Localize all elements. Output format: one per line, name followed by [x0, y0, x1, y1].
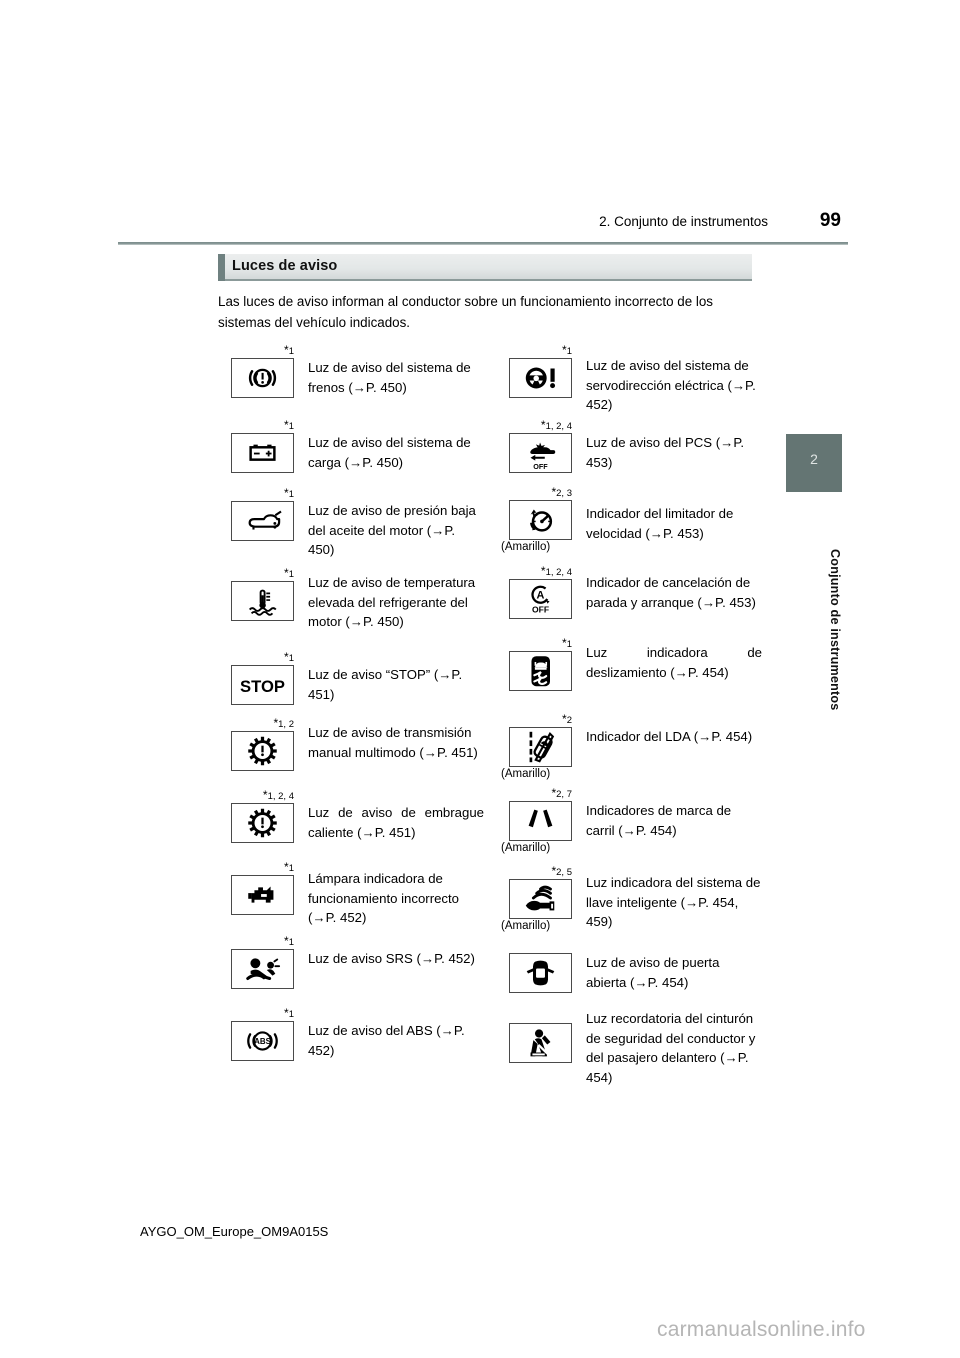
warning-light-symbol-cell: [501, 712, 572, 780]
footnote-marker: *2, 7: [551, 786, 572, 800]
footnote-marker: *1, 2, 4: [262, 788, 294, 802]
speed-limiter-indicator-icon: [509, 500, 572, 540]
svg-text:STOP: STOP: [240, 677, 285, 697]
pcs-warning-icon: [509, 433, 572, 473]
symbol-color-note: (Amarillo): [501, 541, 551, 553]
footnote-marker: *1: [284, 486, 294, 500]
svg-text:A: A: [536, 589, 545, 602]
warning-light-symbol-cell: [231, 716, 294, 771]
footnote-marker: *1: [562, 636, 572, 650]
engine-coolant-temperature-warning-icon: [231, 581, 294, 621]
stop-warning-icon: [231, 665, 294, 705]
footnote-marker: *1: [284, 566, 294, 580]
footnote-marker: *1: [284, 418, 294, 432]
warning-light-symbol-cell: [501, 864, 572, 932]
warning-light-description: Luz de aviso de puerta abierta (→P. 454): [586, 955, 720, 990]
lane-marker-indicator-icon: [509, 801, 572, 841]
warning-light-symbol-cell: [231, 788, 294, 843]
site-watermark: carmanualsonline.info: [657, 1318, 866, 1341]
header-divider: [118, 242, 848, 245]
chapter-tab-label: Conjunto de instrumentos: [828, 549, 842, 711]
section-title-bar: [218, 254, 752, 281]
warning-light-symbol-cell: [509, 343, 572, 398]
chapter-tab-number: 2: [810, 451, 818, 467]
warning-light-symbol-cell: [231, 1006, 294, 1061]
stop-and-start-cancel-indicator-icon: [509, 579, 572, 619]
symbol-color-note: (Amarillo): [501, 920, 551, 932]
page-header: [118, 210, 848, 246]
malfunction-indicator-lamp-icon: [231, 875, 294, 915]
footnote-marker: *1: [562, 343, 572, 357]
section-title: Luces de aviso: [232, 258, 338, 274]
chapter-tab: [786, 434, 842, 492]
warning-light-description: Lámpara indicadora de funcionamiento incorrecto (→P. 452): [308, 871, 460, 925]
warning-light-description: Luz de aviso de temperatura elevada del refrigerante del motor (→P. 450): [308, 575, 476, 629]
page-number: 99: [819, 210, 841, 231]
section-intro-text: Las luces de aviso informan al conductor sobre un funcionamiento incorrecto de los sistemas del vehículo indicados.: [218, 294, 713, 330]
warning-light-symbol-cell: [509, 418, 572, 473]
warning-light-description: Luz de aviso del sistema de frenos (→P. 450): [308, 360, 471, 395]
smart-key-system-indicator-icon: [509, 879, 572, 919]
warning-light-description: Luz de aviso de presión baja del aceite del motor (→P. 450): [308, 503, 476, 557]
footnote-marker: *1, 2: [273, 716, 294, 730]
warning-light-symbol-cell: [509, 564, 572, 619]
warning-light-symbol-cell: [231, 343, 294, 398]
footnote-marker: *2, 5: [551, 864, 572, 878]
warning-light-description: Luz de aviso del ABS (→P. 452): [308, 1023, 465, 1058]
footnote-marker: *1, 2, 4: [540, 418, 572, 432]
warning-light-description: Luz de aviso del sistema de carga (→P. 450): [308, 435, 471, 470]
low-oil-pressure-warning-icon: [231, 501, 294, 541]
door-ajar-warning-icon: [509, 953, 572, 993]
warning-light-symbol-cell: [509, 1023, 572, 1063]
warning-light-description: Luz de aviso de embrague caliente (→P. 451): [308, 805, 484, 840]
brake-system-warning-icon: [231, 358, 294, 398]
warning-light-symbol-cell: [509, 953, 572, 993]
charging-system-warning-icon: [231, 433, 294, 473]
warning-light-symbol-cell: [231, 486, 294, 541]
warning-light-symbol-cell: [509, 636, 572, 691]
warning-light-description: Luz de aviso del sistema de servodirección eléctrica (→P. 452): [586, 358, 756, 412]
symbol-color-note: (Amarillo): [501, 842, 551, 854]
warning-light-symbol-cell: [231, 418, 294, 473]
warning-light-description: Luz de aviso “STOP” (→P. 451): [308, 667, 463, 702]
warning-light-symbol-cell: [501, 485, 572, 553]
warning-light-description: Indicador de cancelación de parada y arranque (→P. 453): [586, 575, 756, 610]
footnote-marker: *1: [284, 343, 294, 357]
warning-light-description: Luz indicadora de deslizamiento (→P. 454): [586, 645, 762, 680]
abs-warning-icon: [231, 1021, 294, 1061]
warning-light-description: Luz de aviso SRS (→P. 452): [308, 951, 475, 966]
seat-belt-reminder-icon: [509, 1023, 572, 1063]
slip-indicator-icon: [509, 651, 572, 691]
warning-light-description: Luz de aviso del PCS (→P. 453): [586, 435, 745, 470]
lda-indicator-icon: [509, 727, 572, 767]
warning-light-symbol-cell: [231, 860, 294, 915]
header-chapter-title: 2. Conjunto de instrumentos: [599, 214, 768, 229]
warning-light-description: Indicador del LDA (→P. 454): [586, 729, 753, 744]
footnote-marker: *1: [284, 934, 294, 948]
footnote-marker: *1, 2, 4: [540, 564, 572, 578]
electric-power-steering-warning-icon: [509, 358, 572, 398]
footnote-marker: *2, 3: [551, 485, 572, 499]
warning-light-description: Luz recordatoria del cinturón de seguridad del conductor y del pasajero delantero (→P. 454): [586, 1011, 756, 1085]
warning-light-symbol-cell: [231, 566, 294, 621]
hot-clutch-warning-icon: [231, 803, 294, 843]
footnote-marker: *1: [284, 650, 294, 664]
warning-light-symbol-cell: [231, 934, 294, 989]
section-accent-bar: [218, 254, 225, 281]
svg-text:OFF: OFF: [531, 604, 550, 615]
warning-light-symbol-cell: [231, 650, 294, 705]
warning-light-description: Luz indicadora del sistema de llave inteligente (→P. 454, 459): [586, 875, 761, 929]
warning-light-symbol-cell: [501, 786, 572, 854]
footnote-marker: *1: [284, 1006, 294, 1020]
footnote-marker: *1: [284, 860, 294, 874]
footnote-marker: *2: [562, 712, 572, 726]
document-code: AYGO_OM_Europe_OM9A015S: [140, 1224, 329, 1239]
warning-light-description: Indicador del limitador de velocidad (→P. 453): [586, 506, 734, 541]
multimode-manual-transmission-warning-icon: [231, 731, 294, 771]
srs-airbag-warning-icon: [231, 949, 294, 989]
svg-text:OFF: OFF: [533, 462, 548, 472]
symbol-color-note: (Amarillo): [501, 768, 551, 780]
warning-light-description: Indicadores de marca de carril (→P. 454): [586, 803, 732, 838]
svg-text:ABS: ABS: [254, 1037, 271, 1047]
warning-light-description: Luz de aviso de transmisión manual multimodo (→P. 451): [308, 725, 478, 760]
